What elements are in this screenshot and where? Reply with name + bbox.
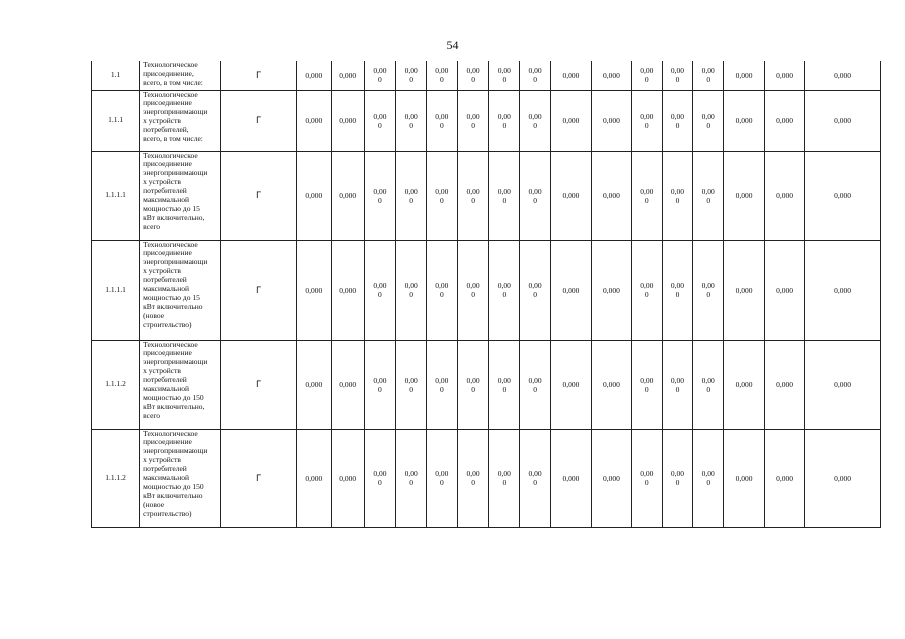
- description-line: энергопринимающи: [143, 357, 208, 367]
- value-cell: 0,00 0: [364, 151, 396, 240]
- description-line: максимальной: [143, 384, 190, 394]
- table-row: [92, 240, 881, 340]
- description-line: энергопринимающи: [143, 168, 208, 178]
- value-cell: 0,00 0: [631, 151, 662, 240]
- row-code: 1.1: [92, 61, 140, 90]
- data-table: [91, 61, 881, 528]
- value-cell: 0,00 0: [364, 240, 396, 340]
- description-line: энергопринимающи: [143, 107, 208, 117]
- value-cell: 0,000: [724, 429, 765, 527]
- description-line: х устройств: [143, 266, 181, 276]
- value-cell: 0,000: [805, 240, 881, 340]
- value-cell: 0,000: [296, 90, 331, 151]
- value-cell: 0,00 0: [520, 61, 551, 90]
- value-cell: 0,00 0: [489, 90, 520, 151]
- value-cell: 0,00 0: [662, 340, 693, 429]
- value-cell: 0,00 0: [364, 429, 396, 527]
- value-cell: 0,00 0: [427, 151, 458, 240]
- description-line: потребителей: [143, 464, 187, 474]
- table-row: [92, 340, 881, 429]
- description-line: потребителей: [143, 186, 187, 196]
- value-cell: 0,000: [550, 151, 591, 240]
- value-cell: 0,00 0: [364, 61, 396, 90]
- description-line: всего, в том числе:: [143, 134, 203, 144]
- value-cell: 0,000: [296, 340, 331, 429]
- value-cell: 0,00 0: [427, 90, 458, 151]
- table-row: [92, 90, 881, 151]
- value-cell: 0,00 0: [396, 240, 427, 340]
- description-line: максимальной: [143, 195, 190, 205]
- description-line: мощностью до 15: [143, 292, 200, 302]
- description-line: х устройств: [143, 177, 181, 187]
- description-line: присоединение: [143, 348, 192, 358]
- value-cell: 0,000: [331, 90, 364, 151]
- description-line: присоединение: [143, 437, 192, 447]
- value-cell: 0,000: [805, 429, 881, 527]
- description-line: присоединение,: [143, 68, 194, 78]
- description-line: мощностью до 15: [143, 203, 200, 213]
- value-cell: 0,00 0: [662, 240, 693, 340]
- value-cell: 0,00 0: [396, 340, 427, 429]
- value-cell: 0,000: [805, 61, 881, 90]
- description-line: Технологическое: [143, 340, 198, 349]
- value-cell: 0,000: [765, 240, 805, 340]
- value-cell: 0,00 0: [396, 61, 427, 90]
- description-line: мощностью до 150: [143, 392, 204, 402]
- value-cell: 0,00 0: [662, 61, 693, 90]
- value-cell: 0,000: [591, 240, 631, 340]
- row-description: [140, 61, 221, 90]
- value-cell: 0,00 0: [520, 240, 551, 340]
- value-cell: 0,00 0: [520, 429, 551, 527]
- row-unit: Г: [221, 90, 297, 151]
- description-line: строительство): [143, 508, 192, 518]
- value-cell: 0,00 0: [364, 340, 396, 429]
- description-line: строительство): [143, 319, 192, 329]
- value-cell: 0,000: [331, 151, 364, 240]
- description-line: энергопринимающи: [143, 257, 208, 267]
- value-cell: 0,000: [591, 151, 631, 240]
- value-cell: 0,000: [724, 240, 765, 340]
- description-line: потребителей: [143, 375, 187, 385]
- value-cell: 0,00 0: [693, 240, 724, 340]
- value-cell: 0,000: [331, 240, 364, 340]
- value-cell: 0,000: [550, 90, 591, 151]
- value-cell: 0,000: [296, 240, 331, 340]
- table-row: [92, 429, 881, 527]
- value-cell: 0,00 0: [631, 429, 662, 527]
- description-line: кВт включительно: [143, 490, 203, 500]
- description-line: мощностью до 150: [143, 481, 204, 491]
- description-line: кВт включительно: [143, 301, 203, 311]
- description-line: (новое: [143, 310, 165, 320]
- value-cell: 0,00 0: [396, 151, 427, 240]
- value-cell: 0,000: [724, 340, 765, 429]
- description-line: всего: [143, 221, 161, 231]
- value-cell: 0,00 0: [662, 151, 693, 240]
- table-body: [92, 61, 881, 527]
- value-cell: 0,000: [331, 429, 364, 527]
- value-cell: 0,000: [805, 340, 881, 429]
- value-cell: 0,00 0: [396, 90, 427, 151]
- value-cell: 0,00 0: [427, 429, 458, 527]
- value-cell: 0,00 0: [457, 429, 489, 527]
- row-code: 1.1.1.2: [92, 429, 140, 527]
- value-cell: 0,000: [591, 340, 631, 429]
- value-cell: 0,00 0: [489, 429, 520, 527]
- row-code: 1.1.1.1: [92, 240, 140, 340]
- value-cell: 0,000: [765, 61, 805, 90]
- description-line: х устройств: [143, 455, 181, 465]
- value-cell: 0,000: [550, 61, 591, 90]
- value-cell: 0,000: [296, 61, 331, 90]
- description-line: присоединение: [143, 248, 192, 258]
- description-line: энергопринимающи: [143, 446, 208, 456]
- description-line: х устройств: [143, 116, 181, 126]
- value-cell: 0,00 0: [693, 429, 724, 527]
- value-cell: 0,00 0: [427, 61, 458, 90]
- value-cell: 0,00 0: [631, 90, 662, 151]
- table-row: [92, 61, 881, 90]
- value-cell: 0,000: [765, 429, 805, 527]
- description-line: (новое: [143, 499, 165, 509]
- description-line: кВт включительно,: [143, 212, 205, 222]
- row-unit: Г: [221, 340, 297, 429]
- value-cell: 0,00 0: [693, 151, 724, 240]
- value-cell: 0,00 0: [457, 151, 489, 240]
- row-unit: Г: [221, 151, 297, 240]
- value-cell: 0,00 0: [520, 151, 551, 240]
- row-code: 1.1.1.1: [92, 151, 140, 240]
- value-cell: 0,00 0: [457, 340, 489, 429]
- value-cell: 0,000: [296, 151, 331, 240]
- description-line: потребителей: [143, 275, 187, 285]
- value-cell: 0,00 0: [457, 61, 489, 90]
- row-description: [140, 90, 221, 151]
- value-cell: 0,000: [724, 61, 765, 90]
- value-cell: 0,000: [805, 151, 881, 240]
- description-line: кВт включительно,: [143, 401, 205, 411]
- value-cell: 0,00 0: [427, 240, 458, 340]
- value-cell: 0,00 0: [457, 90, 489, 151]
- description-line: всего, в том числе:: [143, 77, 203, 87]
- value-cell: 0,00 0: [427, 340, 458, 429]
- page-number: 54: [446, 38, 459, 52]
- value-cell: 0,000: [765, 340, 805, 429]
- value-cell: 0,000: [591, 61, 631, 90]
- value-cell: 0,00 0: [489, 151, 520, 240]
- value-cell: 0,000: [591, 429, 631, 527]
- value-cell: 0,00 0: [693, 90, 724, 151]
- description-line: Технологическое: [143, 151, 198, 160]
- value-cell: 0,00 0: [693, 340, 724, 429]
- value-cell: 0,00 0: [489, 240, 520, 340]
- row-description: [140, 151, 221, 240]
- description-line: х устройств: [143, 366, 181, 376]
- value-cell: 0,00 0: [457, 240, 489, 340]
- value-cell: 0,000: [550, 340, 591, 429]
- description-line: потребителей,: [143, 125, 189, 135]
- description-line: Технологическое: [143, 429, 198, 438]
- value-cell: 0,00 0: [662, 429, 693, 527]
- row-unit: Г: [221, 61, 297, 90]
- value-cell: 0,00 0: [396, 429, 427, 527]
- value-cell: 0,00 0: [520, 340, 551, 429]
- row-description: [140, 429, 221, 527]
- value-cell: 0,000: [591, 90, 631, 151]
- value-cell: 0,00 0: [489, 340, 520, 429]
- value-cell: 0,00 0: [520, 90, 551, 151]
- value-cell: 0,00 0: [364, 90, 396, 151]
- value-cell: 0,000: [296, 429, 331, 527]
- description-line: максимальной: [143, 473, 190, 483]
- value-cell: 0,000: [331, 340, 364, 429]
- description-line: максимальной: [143, 284, 190, 294]
- value-cell: 0,000: [331, 61, 364, 90]
- value-cell: 0,000: [765, 90, 805, 151]
- row-description: [140, 240, 221, 340]
- description-line: присоединение: [143, 159, 192, 169]
- table-row: [92, 151, 881, 240]
- value-cell: 0,00 0: [662, 90, 693, 151]
- value-cell: 0,00 0: [489, 61, 520, 90]
- row-code: 1.1.1: [92, 90, 140, 151]
- row-unit: Г: [221, 429, 297, 527]
- description-line: Технологическое: [143, 61, 198, 69]
- value-cell: 0,00 0: [631, 340, 662, 429]
- value-cell: 0,000: [805, 90, 881, 151]
- description-line: Технологическое: [143, 90, 198, 99]
- description-line: присоединение: [143, 98, 192, 108]
- row-unit: Г: [221, 240, 297, 340]
- row-code: 1.1.1.2: [92, 340, 140, 429]
- value-cell: 0,000: [765, 151, 805, 240]
- value-cell: 0,000: [724, 151, 765, 240]
- value-cell: 0,00 0: [693, 61, 724, 90]
- description-line: Технологическое: [143, 240, 198, 249]
- value-cell: 0,000: [724, 90, 765, 151]
- row-description: [140, 340, 221, 429]
- value-cell: 0,000: [550, 240, 591, 340]
- description-line: всего: [143, 410, 161, 420]
- value-cell: 0,00 0: [631, 240, 662, 340]
- value-cell: 0,00 0: [631, 61, 662, 90]
- value-cell: 0,000: [550, 429, 591, 527]
